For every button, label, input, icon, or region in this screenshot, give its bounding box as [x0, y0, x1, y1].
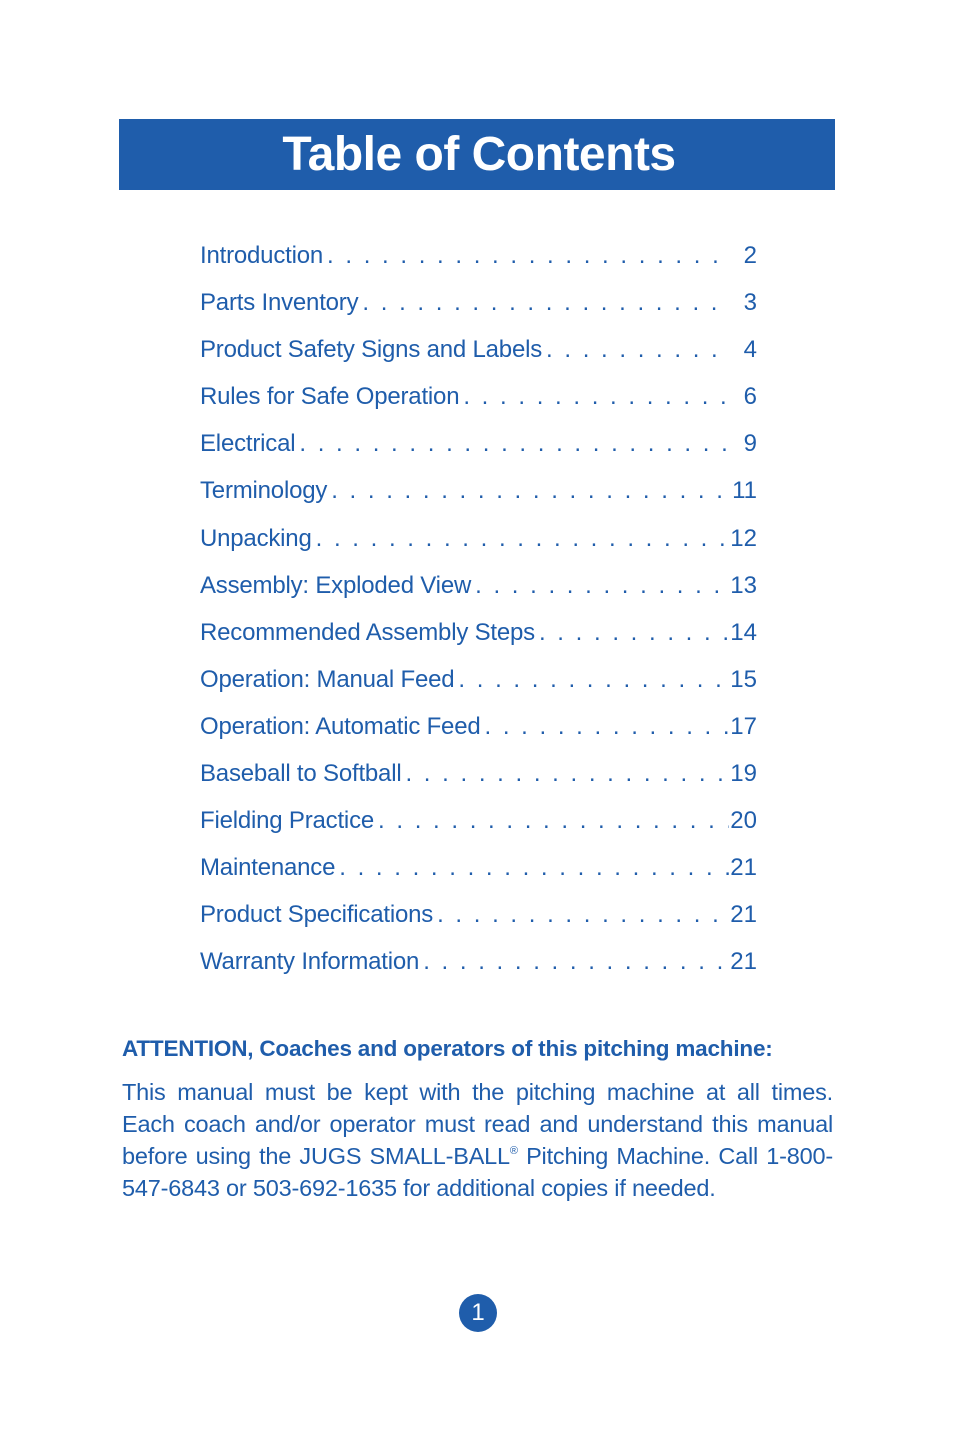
dot-leader — [433, 893, 729, 937]
toc-entry[interactable] — [200, 281, 757, 328]
toc-entry[interactable] — [200, 752, 757, 799]
toc-entry-label: Product Specifications — [200, 901, 434, 929]
toc-entry-page: 9 — [743, 430, 757, 458]
toc-entry-page: 11 — [732, 477, 757, 505]
toc-entry[interactable] — [200, 940, 757, 987]
dot-leader — [312, 517, 729, 561]
dot-leader — [295, 422, 729, 466]
toc-entry-label: Operation: Automatic Feed — [200, 712, 481, 740]
notice-text: This manual must be kept with the pitching machine at all times. Each coach and/or operator must read and understand this manual before using the JUGS SMALL-BALL — [122, 1079, 833, 1169]
toc-entry[interactable] — [200, 375, 757, 422]
dot-leader — [374, 799, 729, 843]
toc-entry[interactable] — [200, 705, 757, 752]
toc-entry[interactable] — [200, 893, 757, 940]
table-of-contents — [200, 234, 757, 988]
dot-leader — [471, 564, 729, 608]
toc-entry[interactable] — [200, 517, 757, 564]
toc-entry[interactable] — [200, 422, 757, 469]
toc-entry-page: 4 — [743, 336, 757, 364]
dot-leader — [419, 940, 729, 984]
toc-entry[interactable] — [200, 799, 757, 846]
toc-entry[interactable] — [200, 469, 757, 516]
toc-entry[interactable] — [200, 564, 757, 611]
toc-entry-label: Baseball to Softball — [200, 760, 402, 788]
toc-entry-page: 13 — [730, 571, 757, 599]
registered-trademark-mark: ® — [509, 1145, 518, 1157]
dot-leader — [535, 611, 729, 655]
dot-leader — [323, 234, 729, 278]
toc-entry-page: 17 — [730, 712, 757, 740]
toc-entry-label: Recommended Assembly Steps — [200, 618, 535, 646]
dot-leader — [459, 375, 729, 419]
toc-entry-page: 21 — [730, 948, 757, 976]
dot-leader — [335, 846, 729, 890]
toc-entry-page: 6 — [743, 383, 757, 411]
toc-entry-label: Introduction — [200, 242, 324, 269]
toc-entry[interactable] — [200, 658, 757, 705]
toc-entry[interactable] — [200, 846, 757, 893]
toc-entry-label: Unpacking — [200, 524, 312, 552]
toc-entry[interactable] — [200, 611, 757, 658]
dot-leader — [401, 752, 729, 796]
toc-entry-page: 21 — [730, 901, 757, 929]
toc-entry-label: Terminology — [200, 477, 328, 505]
attention-heading: ATTENTION, Coaches and operators of this pitching machine: — [122, 1036, 773, 1061]
toc-entry-label: Rules for Safe Operation — [200, 383, 460, 411]
toc-entry-label: Product Safety Signs and Labels — [200, 336, 543, 364]
toc-entry-label: Assembly: Exploded View — [200, 571, 472, 599]
dot-leader — [327, 469, 729, 513]
page-title: Table of Contents — [282, 127, 676, 181]
dot-leader — [358, 281, 729, 325]
toc-entry-page: 19 — [730, 760, 757, 788]
toc-entry-page: 3 — [743, 289, 757, 317]
toc-entry-page: 20 — [730, 807, 757, 835]
toc-entry-page: 15 — [730, 665, 757, 693]
toc-entry[interactable] — [200, 328, 757, 375]
toc-entry-label: Warranty Information — [200, 948, 420, 976]
dot-leader — [481, 705, 730, 749]
toc-entry-label: Electrical — [200, 430, 296, 458]
toc-entry-label: Fielding Practice — [200, 807, 375, 835]
toc-entry-label: Operation: Manual Feed — [200, 665, 455, 693]
dot-leader — [454, 658, 729, 702]
notice-paragraph — [122, 1076, 833, 1204]
title-banner — [119, 119, 835, 190]
page-number-badge: 1 — [459, 1294, 497, 1332]
toc-entry-label: Parts Inventory — [200, 289, 359, 317]
toc-entry-page: 21 — [730, 854, 757, 882]
toc-entry[interactable] — [200, 234, 757, 281]
toc-entry-page: 14 — [730, 618, 757, 646]
toc-entry-label: Maintenance — [200, 854, 336, 882]
notice-text-continued: Pitching Machine. Call 1-800-547-6843 or 503-692-1635 for additional copies if needed. — [122, 1143, 833, 1201]
toc-entry-page: 2 — [743, 242, 757, 269]
toc-entry-page: 12 — [730, 524, 757, 552]
dot-leader — [542, 328, 729, 372]
